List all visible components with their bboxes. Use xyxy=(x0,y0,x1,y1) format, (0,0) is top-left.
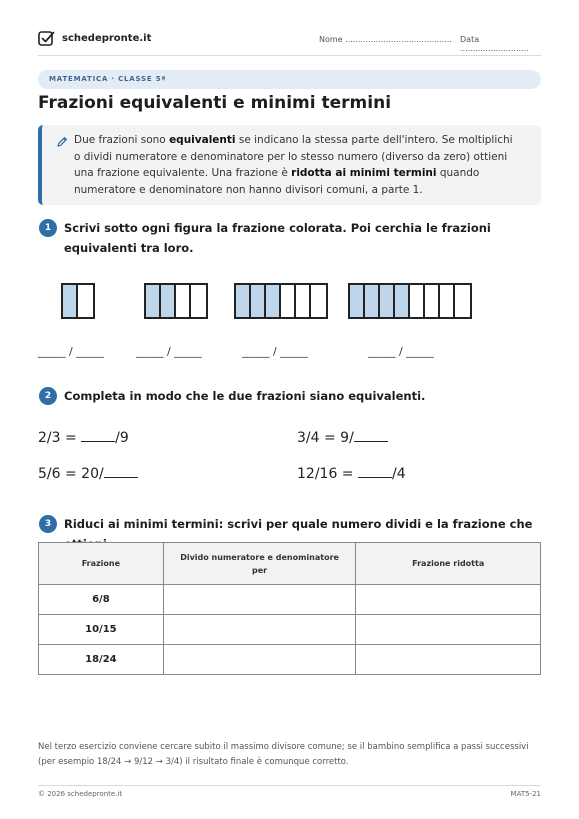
table-header-row xyxy=(39,543,541,585)
fraction-figure-1 xyxy=(61,283,95,319)
divisor-cell[interactable] xyxy=(163,585,356,615)
exercise-3-instruction: Riduci ai minimi termini: scrivi per quale numero dividi e la frazione che xyxy=(64,517,533,531)
page-header xyxy=(38,30,541,56)
date-field[interactable]: Data ........................... xyxy=(460,35,529,53)
empty-part xyxy=(410,285,425,317)
table-header: Frazione ridotta xyxy=(356,543,541,585)
exercise-2-number: 2 xyxy=(39,387,57,405)
exercise-2-instruction: Completa in modo che le due frazioni siano equivalenti. xyxy=(64,389,426,403)
footer-copyright: © 2026 schedepronte.it xyxy=(38,790,123,798)
page-title: Frazioni equivalenti e minimi termini xyxy=(38,93,392,113)
pencil-icon xyxy=(56,136,68,148)
exercise-1-number: 1 xyxy=(39,219,57,237)
footer-code: MAT5-21 xyxy=(510,790,541,798)
colored-part xyxy=(161,285,176,317)
callout-text: Due frazioni sono equivalenti se indicano la stessa parte dell'intero. Se moltiplichi o dividi numeratore e denominatore per lo stesso numero (diverso da zero) ottieni una frazione equivalente. Una frazione è ridotta ai minimi termini quando numeratore e denominatore non hanno divisori comuni, a parte 1. xyxy=(74,134,513,196)
colored-part xyxy=(251,285,266,317)
table-header: Divido numeratore e denominatore per xyxy=(163,543,356,585)
divisor-cell[interactable] xyxy=(163,645,356,675)
equation-1-blank[interactable] xyxy=(81,430,115,442)
reduced-cell[interactable] xyxy=(356,645,541,675)
answer-blank-2[interactable]: _____ / _____ xyxy=(136,345,202,358)
name-field[interactable]: Nome .......................................... xyxy=(319,35,452,44)
answer-blank-4[interactable]: _____ / _____ xyxy=(368,345,434,358)
colored-part xyxy=(380,285,395,317)
info-callout xyxy=(38,125,541,205)
colored-part xyxy=(266,285,281,317)
fraction-cell: 6/8 xyxy=(39,585,164,615)
empty-part xyxy=(311,285,326,317)
fraction-cell: 10/15 xyxy=(39,615,164,645)
colored-part xyxy=(365,285,380,317)
reduced-cell[interactable] xyxy=(356,615,541,645)
term-minimi-termini: ridotta ai minimi termini xyxy=(291,167,437,179)
colored-part xyxy=(350,285,365,317)
subject-bar xyxy=(38,70,541,89)
teacher-note: Nel terzo esercizio conviene cercare subito il massimo divisore comune; se il bambino semplifica a passi successivi (per esempio 18/24 → 9/12 → 3/4) il risultato finale è comunque corretto. xyxy=(38,742,529,767)
logo-text: schedepronte.it xyxy=(62,33,152,44)
empty-part xyxy=(176,285,191,317)
footer-divider xyxy=(38,785,541,786)
table-row xyxy=(39,645,541,675)
reduction-table xyxy=(38,542,541,675)
exercise-1-instruction: Scrivi sotto ogni figura la frazione colorata. Poi cerchia le frazioni equivalenti tra loro. xyxy=(64,221,491,255)
fraction-figure-3 xyxy=(234,283,328,319)
table-row xyxy=(39,615,541,645)
term-equivalenti: equivalenti xyxy=(169,134,236,146)
colored-part xyxy=(236,285,251,317)
subject-label: MATEMATICA · CLASSE 5ª xyxy=(49,75,167,83)
divisor-cell[interactable] xyxy=(163,615,356,645)
checkbox-logo-icon xyxy=(38,30,55,47)
empty-part xyxy=(425,285,440,317)
empty-part xyxy=(191,285,206,317)
equation-1: 2/3 = /9 xyxy=(38,430,129,446)
empty-part xyxy=(455,285,470,317)
equation-2: 3/4 = 9/ xyxy=(297,430,388,446)
colored-part xyxy=(63,285,78,317)
equation-3-blank[interactable] xyxy=(104,466,138,478)
exercise-3-number: 3 xyxy=(39,515,57,533)
table-row xyxy=(39,585,541,615)
equation-4-blank[interactable] xyxy=(358,466,392,478)
reduced-cell[interactable] xyxy=(356,585,541,615)
empty-part xyxy=(281,285,296,317)
table-header: Frazione xyxy=(39,543,164,585)
fraction-cell: 18/24 xyxy=(39,645,164,675)
answer-blank-1[interactable]: _____ / _____ xyxy=(38,345,104,358)
colored-part xyxy=(146,285,161,317)
equation-4: 12/16 = /4 xyxy=(297,466,406,482)
empty-part xyxy=(296,285,311,317)
equation-3: 5/6 = 20/ xyxy=(38,466,138,482)
fraction-figure-4 xyxy=(348,283,472,319)
equation-2-blank[interactable] xyxy=(354,430,388,442)
empty-part xyxy=(440,285,455,317)
answer-blank-3[interactable]: _____ / _____ xyxy=(242,345,308,358)
empty-part xyxy=(78,285,93,317)
fraction-figure-2 xyxy=(144,283,208,319)
colored-part xyxy=(395,285,410,317)
